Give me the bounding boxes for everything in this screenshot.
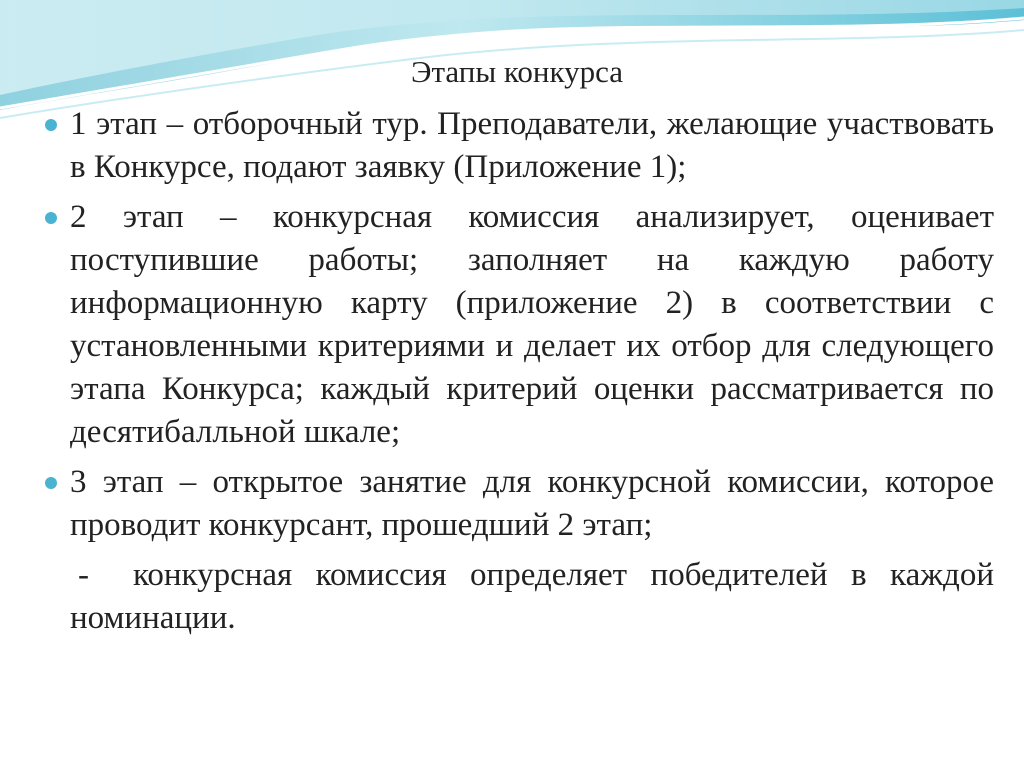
- list-item-stage-3: [70, 461, 994, 547]
- bullet-icon: [45, 212, 57, 224]
- sub-item-winners: [70, 554, 994, 640]
- list-item-text: 1 этап – отборочный тур. Преподаватели, желающие участвовать в Конкурсе, подают заявку (Приложение 1);: [70, 106, 994, 185]
- dash-marker: -: [78, 557, 89, 593]
- bullet-icon: [45, 119, 57, 131]
- list-item-stage-2: [70, 196, 994, 454]
- content-list: [70, 103, 994, 640]
- list-item-text: 3 этап – открытое занятие для конкурсной комиссии, которое проводит конкурсант, прошедший 2 этап;: [70, 464, 994, 543]
- list-item-text: 2 этап – конкурсная комиссия анализирует, оценивает поступившие работы; заполняет на каждую работу информационную карту (приложение 2) в соответствии с установленными критериями и делает их отбор для следующего этапа Конкурса; каждый критерий оценки рассматривается по десятибалльной шкале;: [70, 199, 994, 450]
- list-item-stage-1: [70, 103, 994, 189]
- bullet-icon: [45, 477, 57, 489]
- slide-title: Этапы конкурса: [410, 54, 623, 89]
- sub-item-text: конкурсная комиссия определяет победителей в каждой номинации.: [70, 557, 994, 636]
